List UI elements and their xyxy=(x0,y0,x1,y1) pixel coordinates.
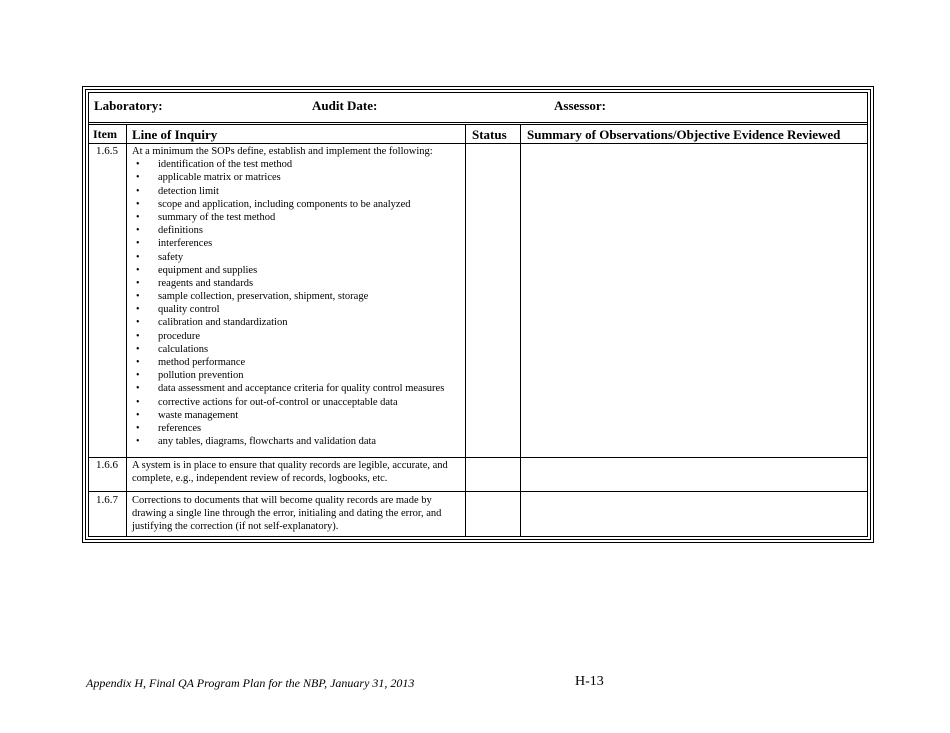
requirement-list-item: • identification of the test method xyxy=(132,158,462,171)
requirement-list-item: • method performance xyxy=(132,356,462,369)
column-divider xyxy=(465,125,466,536)
requirement-list-item: • definitions xyxy=(132,224,462,237)
inquiry-line: Corrections to documents that will become quality records are made by xyxy=(132,495,432,506)
inquiry-intro: At a minimum the SOPs define, establish and implement the following: xyxy=(132,146,433,157)
column-header-status: Status xyxy=(472,127,507,142)
audit-table xyxy=(88,92,868,537)
requirement-list-item: • reagents and standards xyxy=(132,277,462,290)
column-divider xyxy=(520,125,521,536)
row-divider xyxy=(89,457,867,458)
requirement-list-item: • pollution prevention xyxy=(132,369,462,382)
row-divider xyxy=(89,491,867,492)
requirement-list-item: • quality control xyxy=(132,303,462,316)
requirement-list-item: • procedure xyxy=(132,330,462,343)
requirement-list-item: • data assessment and acceptance criteria for quality control measures xyxy=(132,382,462,395)
requirement-list-item: • waste management xyxy=(132,409,462,422)
item-number: 1.6.5 xyxy=(96,145,118,157)
inquiry-line: A system is in place to ensure that quality records are legible, accurate, and xyxy=(132,460,448,471)
inquiry-line: justifying the correction (if not self-explanatory). xyxy=(132,521,339,533)
requirement-list-item: • calibration and standardization xyxy=(132,316,462,329)
requirement-list-item: • calculations xyxy=(132,343,462,356)
audit-table-frame xyxy=(82,86,874,543)
requirement-list-item: • equipment and supplies xyxy=(132,264,462,277)
audit-date-label: Audit Date: xyxy=(312,98,378,113)
column-header-line-of-inquiry: Line of Inquiry xyxy=(132,127,218,142)
line-of-inquiry-cell xyxy=(132,145,462,448)
requirement-list xyxy=(132,158,462,448)
requirement-list-item: • detection limit xyxy=(132,185,462,198)
assessor-label: Assessor: xyxy=(554,98,606,113)
requirement-list-item: • applicable matrix or matrices xyxy=(132,171,462,184)
requirement-list-item: • summary of the test method xyxy=(132,211,462,224)
requirement-list-item: • corrective actions for out-of-control or unacceptable data xyxy=(132,396,462,409)
column-header-summary: Summary of Observations/Objective Evidence Reviewed xyxy=(527,127,841,142)
footer-page-number: H-13 xyxy=(575,674,604,689)
column-header-row xyxy=(89,125,867,144)
requirement-list-item: • any tables, diagrams, flowcharts and validation data xyxy=(132,435,462,448)
requirement-list-item: • sample collection, preservation, shipment, storage xyxy=(132,290,462,303)
item-number: 1.6.6 xyxy=(96,459,118,471)
requirement-list-item: • scope and application, including components to be analyzed xyxy=(132,198,462,211)
requirement-list-item: • interferences xyxy=(132,237,462,250)
column-divider xyxy=(126,125,127,536)
inquiry-line: complete, e.g., independent review of records, logbooks, etc. xyxy=(132,473,388,485)
requirement-list-item: • safety xyxy=(132,251,462,264)
requirement-list-item: • references xyxy=(132,422,462,435)
laboratory-label: Laboratory: xyxy=(94,98,163,113)
audit-header-row xyxy=(89,93,867,125)
column-header-item: Item xyxy=(93,127,117,141)
line-of-inquiry-cell xyxy=(132,459,462,485)
inquiry-line: drawing a single line through the error, initialing and dating the error, and xyxy=(132,508,442,520)
line-of-inquiry-cell xyxy=(132,494,462,534)
item-number: 1.6.7 xyxy=(96,494,118,506)
footer-document-title: Appendix H, Final QA Program Plan for the NBP, January 31, 2013 xyxy=(86,676,415,690)
